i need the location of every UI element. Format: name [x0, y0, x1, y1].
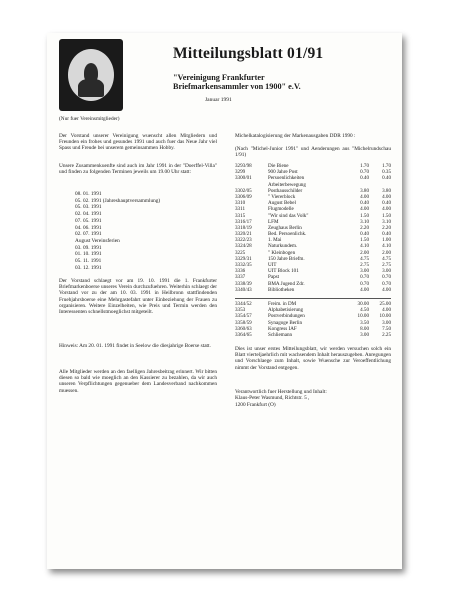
stamp-issue: Bed. Persoenlichk. — [268, 231, 307, 238]
issue-date: Januar 1991 — [205, 97, 232, 103]
value-used: 0.35 — [382, 169, 391, 176]
catalog-number: 3315 — [235, 212, 246, 219]
value-used: 2.75 — [382, 262, 391, 268]
address-line: Klaus-Peter Wasmund, Richtstr. 5 , — [235, 395, 310, 402]
value-used: 4.00 — [382, 206, 391, 213]
catalog-number: 3306/09 — [235, 193, 252, 200]
catalog-number: 3318/19 — [235, 224, 252, 231]
stamp-issue: Postverbindungen — [268, 313, 305, 320]
value-mint: 0.70 — [360, 169, 369, 176]
stamp-issue: BMA Jugend Zdr. — [268, 280, 305, 287]
address-line: Verantwortlich fuer Herstellung und Inhalt: — [235, 389, 327, 395]
value-mint: 10.00 — [357, 313, 369, 320]
meeting-date: 05. 03. 1991 — [75, 204, 102, 211]
stamp-portrait — [68, 49, 114, 101]
stamp-issue: Alphabetisierung — [268, 307, 304, 314]
value-used: 4.00 — [382, 193, 391, 200]
page-title: Mitteilungsblatt 01/91 — [173, 45, 324, 62]
catalog-number: 3344/52 — [235, 301, 252, 307]
meetings-paragraph: Unsere Zusammenkuenfte sind auch im Jahr 1991 in der "Doerffel-Villa" und finden zu folgenden Terminen jeweils um 19.00 Uhr statt: — [59, 163, 217, 176]
value-mint: 0.70 — [360, 280, 369, 287]
members-note: (Nur fuer Vereinsmitglieder) — [59, 116, 120, 122]
value-mint: 4.75 — [360, 255, 369, 262]
catalog-number: 3322/23 — [235, 237, 252, 244]
catalog-number: 3320/21 — [235, 231, 252, 238]
value-used: 3.00 — [382, 319, 391, 326]
catalog-number: 3354/57 — [235, 313, 252, 320]
value-used: 2.20 — [382, 224, 391, 231]
value-used: 1.00 — [382, 237, 391, 244]
stamp-issue: Posthausschilder — [268, 187, 303, 194]
catalog-number: 3358/59 — [235, 319, 252, 326]
value-used: 4.10 — [382, 243, 391, 250]
value-mint: 1.70 — [360, 163, 369, 169]
value-mint: 1.50 — [360, 237, 369, 244]
catalog-number: 3310 — [235, 200, 246, 207]
value-used: 3.10 — [382, 218, 391, 225]
catalog-number: 3360/63 — [235, 325, 252, 332]
meeting-date: 03. 09. 1991 — [75, 244, 102, 251]
stamp-issue: UIT Block 101 — [268, 268, 299, 275]
catalog-number: 3299 — [235, 169, 246, 176]
catalog-number: 3353 — [235, 307, 246, 314]
value-used: 0.40 — [382, 175, 391, 182]
stamp-issue: Persoenlichkeiten — [268, 175, 305, 182]
meeting-date: 05. 02. 1991 (Jahreshauptversammlung) — [75, 197, 161, 204]
value-used: 10.00 — [379, 313, 391, 320]
value-used: 1.50 — [382, 212, 391, 219]
hint-paragraph: Hinweis: Am 20. 01. 1991 findet in Seelow die diesjahrige Boerse statt. — [59, 343, 211, 349]
address-line: 1200 Frankfurt (O) — [235, 401, 276, 408]
value-mint: 4.00 — [360, 193, 369, 200]
value-used: 4.00 — [382, 307, 391, 314]
value-mint: 0.40 — [360, 200, 369, 207]
catalog-number: 3300/01 — [235, 175, 252, 182]
value-used: 0.40 — [382, 231, 391, 238]
value-mint: 3.50 — [360, 319, 369, 326]
catalog-number: 3225 — [235, 249, 246, 256]
catalog-source: (Nach "Michel-Junior 1991" und Aenderungen aus "Michelrundschau 1/91) — [235, 146, 391, 159]
meeting-date: 08. 01. 1991 — [75, 191, 102, 197]
catalog-number: 3364/65 — [235, 331, 252, 338]
stamp-issue: Synagoge Berlin — [268, 319, 303, 326]
stamp-logo — [59, 39, 123, 111]
dues-paragraph: Alle Mitglieder werden an den faelligen Jahresbeitrag erinnert. Wir bitten diesen so bald wie moeglich an den Kassierer zu bezahlen, da wir auch unseren Verpflichtungen gegenueber dem Landesverband nachkommen muessen. — [59, 369, 217, 394]
value-mint: 8.00 — [360, 325, 369, 332]
catalog-number: 3302/05 — [235, 187, 252, 194]
table-divider — [235, 298, 391, 299]
exchange-paragraph: Der Vorstand schlaegt vor am 19. 10. 1991 die 1. Frankfurter Briefmarkenboerse unseres Verein durchzufuehren. Weiterhin schlaegt der Vorstand vor zu der am 10. 03. 1991 in Heilbronn stattfindenden Fruehjahrsboerse eine Mehrgastefahrt unter Einbeziehung der Frauen zu organisieren. Weitere Einzelheiten, wie Preis und Termin werden den Interessenten schnellstmoeglichst mitgeteilt. — [59, 278, 217, 316]
stamp-issue: " Kleinbogen — [268, 249, 296, 256]
value-mint: 0.40 — [360, 175, 369, 182]
catalog-number: 3324/28 — [235, 243, 252, 250]
catalog-number: 3336 — [235, 268, 246, 275]
value-mint: 1.50 — [360, 212, 369, 219]
catalog-table-1 — [235, 163, 391, 293]
value-mint: 4.00 — [360, 206, 369, 213]
value-used: 0.40 — [382, 200, 391, 207]
value-used: 2.25 — [382, 331, 391, 338]
value-mint: 3.00 — [360, 268, 369, 275]
stamp-issue: 900 Jahre Post — [268, 169, 298, 176]
value-used: 0.70 — [382, 280, 391, 287]
value-used: 3.00 — [382, 268, 391, 275]
value-mint: 4.00 — [360, 286, 369, 293]
catalog-number: 3293/98 — [235, 163, 252, 169]
stamp-issue: Flugmodelle — [268, 206, 294, 213]
meeting-date: 05. 11. 1991 — [75, 258, 102, 265]
stamp-issue: 1. Mai — [268, 237, 282, 244]
value-mint: 0.40 — [360, 231, 369, 238]
value-used: 3.80 — [382, 187, 391, 194]
catalog-number: 3337 — [235, 274, 246, 281]
stamp-issue: Zeughaus Berlin — [268, 224, 302, 231]
value-mint: 3.10 — [360, 218, 369, 225]
value-used: 4.00 — [382, 286, 391, 293]
catalog-number: 3340/43 — [235, 286, 252, 293]
value-used: 7.50 — [382, 325, 391, 332]
meeting-date: 07. 05. 1991 — [75, 217, 102, 224]
stamp-issue: UIT — [268, 262, 277, 268]
value-mint: 3.00 — [360, 331, 369, 338]
stamp-issue: LFM — [268, 218, 279, 225]
value-mint: 4.50 — [360, 307, 369, 314]
value-mint: 0.70 — [360, 274, 369, 281]
value-mint: 2.20 — [360, 224, 369, 231]
catalog-row — [235, 287, 391, 293]
stamp-issue: " Viererblock — [268, 193, 296, 200]
catalog-number: 3311 — [235, 206, 245, 213]
stamp-issue: 150 Jahre Briefm. — [268, 255, 305, 262]
meeting-date: 01. 10. 1991 — [75, 251, 102, 258]
catalog-intro: Michelkatalogisierung der Markenausgaben DDR 1990 : — [235, 133, 356, 139]
meeting-date: 03. 12. 1991 — [75, 264, 102, 271]
stamp-issue: Freim. in DM — [268, 301, 297, 307]
stamp-issue: Naturkundem. — [268, 243, 298, 250]
stamp-issue: Kongress IAF — [268, 325, 297, 332]
stamp-issue: "Wir sind das Volk" — [268, 212, 309, 219]
meeting-dates-list — [75, 191, 160, 271]
meeting-date: 02. 07. 1991 — [75, 231, 102, 238]
value-used: 4.75 — [382, 255, 391, 262]
meeting-date: 02. 04. 1991 — [75, 211, 102, 218]
value-mint: 4.10 — [360, 243, 369, 250]
catalog-number: 3332/35 — [235, 262, 252, 268]
greeting-paragraph: Der Vorstand unserer Vereinigung wuenscht allen Mitgliedern und Freunden ein frohes und gesundes 1991 und auch fuer das Neue Jahr viel Spass und Freude bei unserem gemeinsammen Hobby. — [59, 133, 217, 152]
stamp-issue: Bibliotheken — [268, 286, 295, 293]
catalog-table-2 — [235, 301, 391, 338]
value-mint: 3.80 — [360, 187, 369, 194]
value-used: 0.70 — [382, 274, 391, 281]
stamp-issue: Schliemann — [268, 331, 293, 338]
value-used: 25.00 — [379, 301, 391, 307]
subtitle-line-2: Briefmarkensammler von 1900" e.V. — [173, 82, 301, 91]
stamp-issue: Papst — [268, 274, 280, 281]
document-page — [47, 33, 402, 569]
value-used: 2.00 — [382, 249, 391, 256]
meeting-date: August Vereinsferien — [75, 237, 120, 244]
stamp-issue: August Bebel — [268, 200, 296, 207]
meeting-date: 04. 06. 1991 — [75, 224, 102, 231]
stamp-issue: Arbeiterbewegung — [268, 181, 306, 188]
closing-paragraph: Dies ist unser erstes Mitteilungsblatt, wir werden versuchen solch ein Blatt vierteljaehrlich mit wachsendem Inhalt herauszugeben. Anregungen und Vorschlaege zum Inhalt, sowie Wuensche zur Veroeffentlichung nimmt der Vorstand entgegen. — [235, 346, 391, 371]
subtitle-line-1: "Vereinigung Frankfurter — [173, 73, 265, 82]
catalog-row — [235, 332, 391, 338]
catalog-number: 3338/39 — [235, 280, 252, 287]
catalog-number: 3316/17 — [235, 218, 252, 225]
value-used: 1.70 — [382, 163, 391, 169]
stamp-issue: Die Biene — [268, 163, 289, 169]
value-mint: 30.00 — [357, 301, 369, 307]
value-mint: 2.00 — [360, 249, 369, 256]
publisher-address — [235, 389, 327, 408]
catalog-number: 3329/31 — [235, 255, 252, 262]
value-mint: 2.75 — [360, 262, 369, 268]
